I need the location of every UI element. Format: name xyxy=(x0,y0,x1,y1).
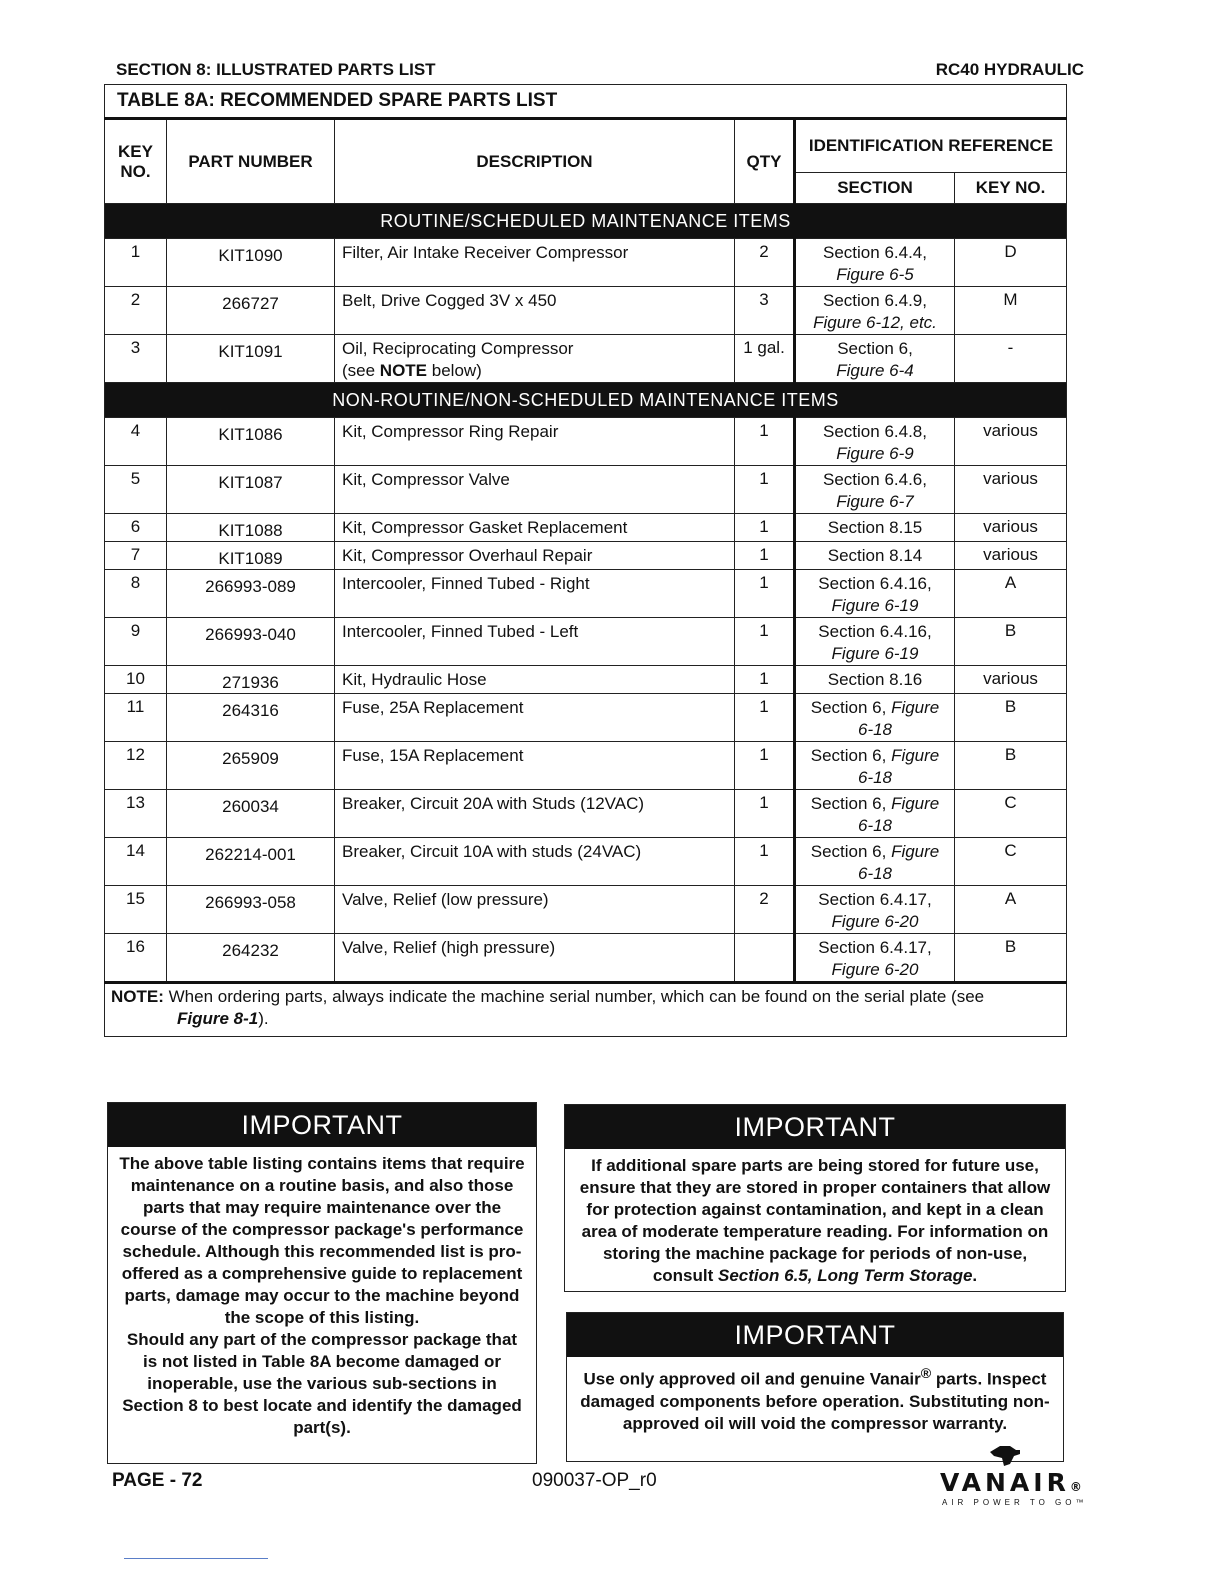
key-ref: M xyxy=(955,287,1067,335)
table-row xyxy=(105,335,1067,383)
section-ref: Section 8.14 xyxy=(795,542,955,570)
figure-ref: Figure 6-9 xyxy=(836,444,914,463)
logo-registered: ® xyxy=(1069,1480,1086,1494)
part-number: KIT1090 xyxy=(167,239,335,287)
description: Kit, Compressor Overhaul Repair xyxy=(335,542,735,570)
important-heading: IMPORTANT xyxy=(567,1313,1063,1357)
col-key-no: KEY NO. xyxy=(105,119,167,204)
important-text-end: . xyxy=(972,1266,978,1285)
key-no: 11 xyxy=(105,694,167,742)
part-number: 262214-001 xyxy=(167,838,335,886)
key-ref: C xyxy=(955,838,1067,886)
description: Kit, Compressor Valve xyxy=(335,466,735,514)
qty: 1 xyxy=(735,666,795,694)
product-name: RC40 HYDRAULIC xyxy=(935,60,1084,79)
important-body xyxy=(108,1147,536,1445)
part-number: 264316 xyxy=(167,694,335,742)
description: Valve, Relief (low pressure) xyxy=(335,886,735,934)
part-number: KIT1087 xyxy=(167,466,335,514)
figure-ref: Figure 6-12, etc. xyxy=(813,313,937,332)
description-line2-post: below) xyxy=(427,361,482,380)
col-description: DESCRIPTION xyxy=(335,119,735,204)
section-ref: Section 8.15 xyxy=(795,514,955,542)
figure-word: Figure xyxy=(891,746,940,765)
key-no: 12 xyxy=(105,742,167,790)
table-row xyxy=(105,838,1067,886)
col-section: SECTION xyxy=(795,173,955,204)
key-no: 10 xyxy=(105,666,167,694)
nonroutine-band xyxy=(105,383,1067,418)
storage-section-ref: Section 6.5, Long Term Storage xyxy=(718,1266,973,1285)
table-row xyxy=(105,618,1067,666)
part-number: 260034 xyxy=(167,790,335,838)
part-number: 266993-089 xyxy=(167,570,335,618)
section-text: Section 6, xyxy=(810,842,892,861)
key-no: 1 xyxy=(105,239,167,287)
description: Belt, Drive Cogged 3V x 450 xyxy=(335,287,735,335)
part-number: 266993-058 xyxy=(167,886,335,934)
qty: 1 xyxy=(735,542,795,570)
key-ref: various xyxy=(955,466,1067,514)
section-text: Section 6, xyxy=(810,746,892,765)
important-box-storage xyxy=(564,1104,1066,1292)
key-ref: various xyxy=(955,514,1067,542)
key-no: 6 xyxy=(105,514,167,542)
table-row xyxy=(105,694,1067,742)
table-row xyxy=(105,287,1067,335)
note-text: When ordering parts, always indicate the machine serial number, which can be found on the serial plate (see xyxy=(163,987,985,1006)
nonroutine-heading: NON-ROUTINE/NON-SCHEDULED MAINTENANCE ITEMS xyxy=(105,383,1067,418)
note-row xyxy=(105,983,1067,1037)
section-ref xyxy=(795,742,955,790)
key-ref: B xyxy=(955,618,1067,666)
spare-parts-table xyxy=(104,84,1067,1037)
compressor-logo-icon xyxy=(988,1442,1022,1468)
figure-ref: Figure 6-5 xyxy=(836,265,914,284)
logo-trademark: ™ xyxy=(1075,1498,1088,1507)
table-row xyxy=(105,239,1067,287)
figure-ref: Figure 6-20 xyxy=(831,960,919,979)
section-text: Section 6.4.16, xyxy=(818,622,932,641)
qty: 1 xyxy=(735,418,795,466)
vanair-logo xyxy=(940,1442,1090,1510)
key-ref: D xyxy=(955,239,1067,287)
key-ref: C xyxy=(955,790,1067,838)
figure-word: Figure xyxy=(891,842,940,861)
part-number: KIT1091 xyxy=(167,335,335,383)
key-no: 16 xyxy=(105,934,167,983)
section-text: Section 6.4.9, xyxy=(823,291,927,310)
section-ref xyxy=(795,239,955,287)
key-no: 2 xyxy=(105,287,167,335)
part-number: 271936 xyxy=(167,666,335,694)
figure-word: Figure xyxy=(891,698,940,717)
qty xyxy=(735,934,795,983)
important-box-maintenance xyxy=(107,1102,537,1464)
section-ref xyxy=(795,466,955,514)
page-number: PAGE - 72 xyxy=(112,1470,203,1491)
note-figure-ref: Figure 8-1 xyxy=(177,1009,259,1028)
key-ref: - xyxy=(955,335,1067,383)
description: Intercooler, Finned Tubed - Left xyxy=(335,618,735,666)
qty: 1 xyxy=(735,790,795,838)
important-para: The above table listing contains items that require maintenance on a routine basis, and also those parts that may require maintenance over the course of the compressor package's performance schedule. Although this recommended list is pro-offered as a comprehensive guide to replacement parts, damage may occur to the machine beyond the scope of this listing. xyxy=(119,1154,525,1327)
routine-heading: ROUTINE/SCHEDULED MAINTENANCE ITEMS xyxy=(105,204,1067,239)
qty: 1 xyxy=(735,694,795,742)
important-text: Use only approved oil and genuine Vanair xyxy=(583,1369,921,1389)
key-ref: various xyxy=(955,542,1067,570)
description: Filter, Air Intake Receiver Compressor xyxy=(335,239,735,287)
section-text: Section 6.4.6, xyxy=(823,470,927,489)
table-row xyxy=(105,570,1067,618)
key-no: 15 xyxy=(105,886,167,934)
note-end: ). xyxy=(258,1009,269,1028)
description xyxy=(335,335,735,383)
table-row xyxy=(105,886,1067,934)
key-no: 9 xyxy=(105,618,167,666)
description: Intercooler, Finned Tubed - Right xyxy=(335,570,735,618)
logo-tagline: AIR POWER TO GO™ xyxy=(942,1498,1088,1507)
figure-ref: 6-18 xyxy=(857,720,893,739)
qty: 1 xyxy=(735,742,795,790)
logo-wordmark: VANAIR® xyxy=(940,1468,1086,1497)
figure-ref: 6-18 xyxy=(857,864,893,883)
section-text: Section 6.4.4, xyxy=(823,243,927,262)
important-heading: IMPORTANT xyxy=(565,1105,1065,1149)
important-body xyxy=(565,1149,1065,1293)
important-text: If additional spare parts are being stored for future use, ensure that they are stored in proper containers that allow for protection against contamination, and kept in a clean area of moderate temperature reading. For information on storing the machine package for periods of non-use, consult xyxy=(579,1156,1051,1285)
table-row xyxy=(105,790,1067,838)
description: Valve, Relief (high pressure) xyxy=(335,934,735,983)
section-ref xyxy=(795,934,955,983)
part-number: 266993-040 xyxy=(167,618,335,666)
col-identification: IDENTIFICATION REFERENCE xyxy=(795,119,1067,173)
figure-ref: Figure 6-19 xyxy=(831,644,919,663)
note-label: NOTE: xyxy=(111,987,164,1006)
col-part-number: PART NUMBER xyxy=(167,119,335,204)
figure-ref: 6-18 xyxy=(857,768,893,787)
description: Kit, Compressor Gasket Replacement xyxy=(335,514,735,542)
section-text: Section 6, xyxy=(837,339,913,358)
qty: 1 xyxy=(735,570,795,618)
table-title: TABLE 8A: RECOMMENDED SPARE PARTS LIST xyxy=(105,85,1067,119)
col-qty: QTY xyxy=(735,119,795,204)
note xyxy=(105,983,1067,1037)
note-ref: NOTE xyxy=(379,361,428,380)
document-id: 090037-OP_r0 xyxy=(532,1470,657,1491)
section-text: Section 6.4.17, xyxy=(818,938,932,957)
qty: 2 xyxy=(735,239,795,287)
key-ref: various xyxy=(955,666,1067,694)
key-no: 4 xyxy=(105,418,167,466)
key-ref: A xyxy=(955,570,1067,618)
qty: 1 xyxy=(735,618,795,666)
section-text: Section 6.4.8, xyxy=(823,422,927,441)
key-no: 8 xyxy=(105,570,167,618)
figure-word: Figure xyxy=(891,794,940,813)
table-row xyxy=(105,666,1067,694)
table-row xyxy=(105,466,1067,514)
part-number: 265909 xyxy=(167,742,335,790)
routine-band xyxy=(105,204,1067,239)
key-no: 7 xyxy=(105,542,167,570)
description-line1: Oil, Reciprocating Compressor xyxy=(342,339,574,358)
important-body xyxy=(567,1357,1063,1441)
description: Fuse, 15A Replacement xyxy=(335,742,735,790)
table-row xyxy=(105,934,1067,983)
description: Kit, Compressor Ring Repair xyxy=(335,418,735,466)
important-heading: IMPORTANT xyxy=(108,1103,536,1147)
section-ref xyxy=(795,694,955,742)
important-para: Should any part of the compressor package that is not listed in Table 8A become damaged or inoperable, use the various sub-sections in Section 8 to best locate and identify the damaged part(s). xyxy=(122,1330,522,1437)
key-ref: various xyxy=(955,418,1067,466)
registered-mark: ® xyxy=(920,1366,932,1382)
part-number: KIT1088 xyxy=(167,514,335,542)
description: Fuse, 25A Replacement xyxy=(335,694,735,742)
key-no: 13 xyxy=(105,790,167,838)
section-ref xyxy=(795,287,955,335)
table-row xyxy=(105,742,1067,790)
important-box-oil xyxy=(566,1312,1064,1462)
section-ref xyxy=(795,618,955,666)
qty: 1 xyxy=(735,514,795,542)
figure-ref: Figure 6-4 xyxy=(836,361,914,380)
section-ref xyxy=(795,335,955,383)
figure-ref: Figure 6-7 xyxy=(836,492,914,511)
table-row xyxy=(105,418,1067,466)
key-ref: B xyxy=(955,742,1067,790)
qty: 1 xyxy=(735,838,795,886)
key-ref: B xyxy=(955,934,1067,983)
section-text: Section 6, xyxy=(810,698,892,717)
figure-ref: Figure 6-20 xyxy=(831,912,919,931)
decorative-rule xyxy=(124,1558,268,1559)
section-ref xyxy=(795,886,955,934)
qty: 1 gal. xyxy=(735,335,795,383)
section-text: Section 6.4.17, xyxy=(818,890,932,909)
section-ref xyxy=(795,570,955,618)
key-ref: B xyxy=(955,694,1067,742)
key-no: 14 xyxy=(105,838,167,886)
section-ref xyxy=(795,790,955,838)
table-row xyxy=(105,542,1067,570)
figure-ref: Figure 6-19 xyxy=(831,596,919,615)
description: Breaker, Circuit 20A with Studs (12VAC) xyxy=(335,790,735,838)
part-number: KIT1089 xyxy=(167,542,335,570)
section-ref: Section 8.16 xyxy=(795,666,955,694)
page-header xyxy=(116,58,1084,82)
section-title: SECTION 8: ILLUSTRATED PARTS LIST xyxy=(116,60,436,79)
key-no: 5 xyxy=(105,466,167,514)
section-text: Section 6.4.16, xyxy=(818,574,932,593)
description: Kit, Hydraulic Hose xyxy=(335,666,735,694)
key-ref: A xyxy=(955,886,1067,934)
col-key-ref: KEY NO. xyxy=(955,173,1067,204)
key-no: 3 xyxy=(105,335,167,383)
part-number: 266727 xyxy=(167,287,335,335)
qty: 3 xyxy=(735,287,795,335)
figure-ref: 6-18 xyxy=(857,816,893,835)
description-line2-pre: (see xyxy=(342,361,380,380)
important-text-post: parts. Inspect damaged components before operation. Substituting non-approved oil will void the compressor warranty. xyxy=(580,1369,1050,1433)
part-number: 264232 xyxy=(167,934,335,983)
description: Breaker, Circuit 10A with studs (24VAC) xyxy=(335,838,735,886)
section-text: Section 6, xyxy=(810,794,892,813)
table-row xyxy=(105,514,1067,542)
section-ref xyxy=(795,418,955,466)
section-ref xyxy=(795,838,955,886)
part-number: KIT1086 xyxy=(167,418,335,466)
qty: 1 xyxy=(735,466,795,514)
qty: 2 xyxy=(735,886,795,934)
